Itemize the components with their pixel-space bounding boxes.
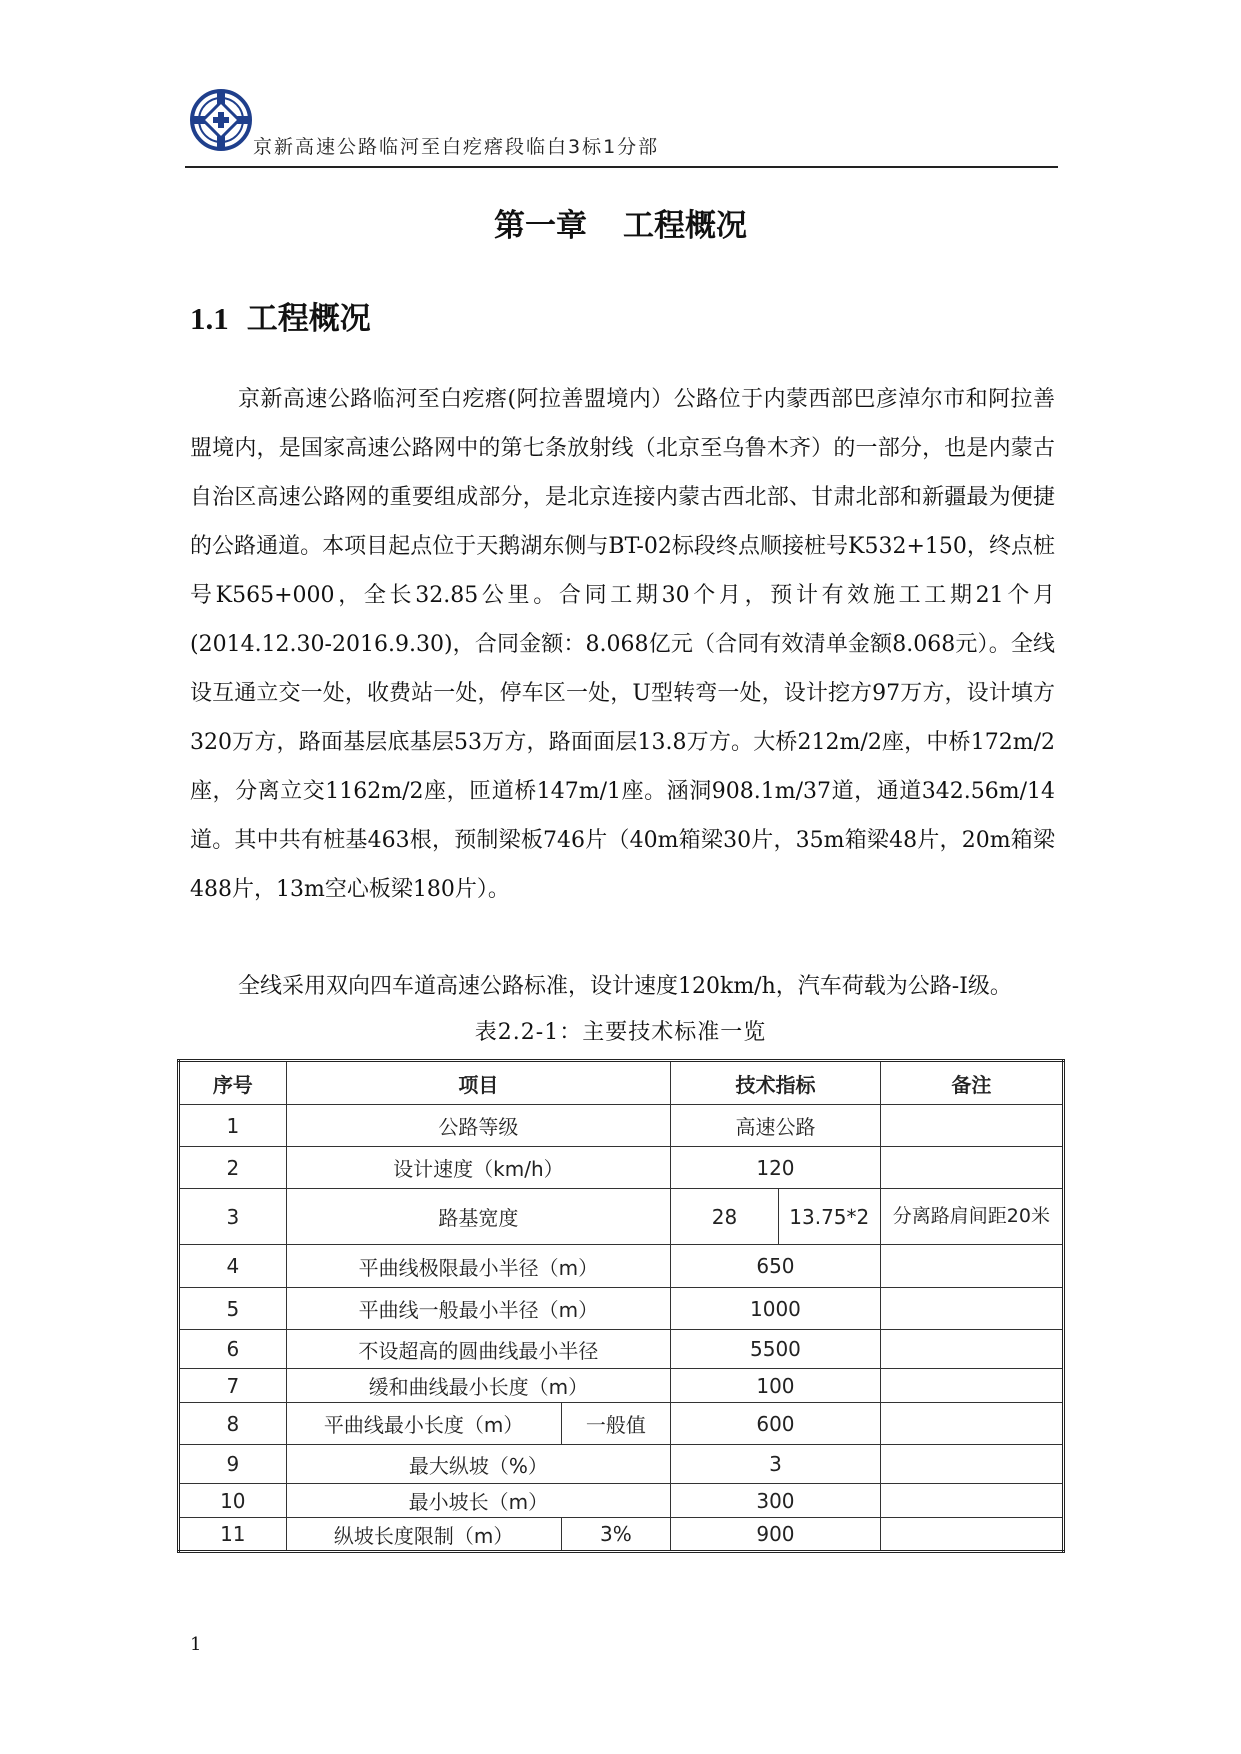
cell-note [880, 1369, 1063, 1403]
cell-value: 高速公路 [671, 1105, 881, 1147]
cell-value: 650 [671, 1245, 881, 1288]
section-number: 1.1 [190, 301, 229, 336]
cell-no: 9 [179, 1445, 287, 1484]
company-logo [189, 88, 253, 152]
cell-value: 300 [671, 1484, 881, 1518]
cell-value-b: 13.75*2 [778, 1189, 880, 1245]
table-header-row [179, 1061, 1064, 1105]
cell-sub: 3% [561, 1518, 671, 1552]
cell-item: 平曲线最小长度（m） [286, 1403, 561, 1445]
cell-item: 设计速度（km/h） [286, 1147, 671, 1189]
paragraph-project-overview: 京新高速公路临河至白疙瘩(阿拉善盟境内）公路位于内蒙西部巴彦淖尔市和阿拉善盟境内，是国家高速公路网中的第七条放射线（北京至乌鲁木齐）的一部分，也是内蒙古自治区高速公路网的重要组成部分，是北京连接内蒙古西北部、甘肃北部和新疆最为便捷的公路通道。本项目起点位于天鹅湖东侧与BT-02标段终点顺接桩号K532+150，终点桩号K565+000，全长32.85公里。合同工期30个月，预计有效施工工期21个月(2014.12.30-2016.9.30)，合同金额：8.068亿元（合同有效清单金额8.068元）。全线设互通立交一处，收费站一处，停车区一处，U型转弯一处，设计挖方97万方，设计填方320万方，路面基层底基层53万方，路面面层13.8万方。大桥212m/2座，中桥172m/2座，分离立交1162m/2座，匝道桥147m/1座。涵洞908.1m/37道，通道342.56m/14道。其中共有桩基463根，预制梁板746片（40m箱梁30片，35m箱梁48片，20m箱梁488片，13m空心板梁180片）。 [190, 387, 1055, 902]
header-item: 项目 [286, 1061, 671, 1105]
cell-no: 7 [179, 1369, 287, 1403]
section-title: 工程概况 [246, 301, 371, 337]
table-row [179, 1288, 1064, 1330]
cell-note [880, 1445, 1063, 1484]
chapter-heading [0, 200, 1241, 245]
cell-no: 3 [179, 1189, 287, 1245]
cell-note [880, 1518, 1063, 1552]
chapter-title: 工程概况 [623, 208, 747, 244]
cell-no: 2 [179, 1147, 287, 1189]
cell-value: 100 [671, 1369, 881, 1403]
technical-standards-table [177, 1059, 1065, 1553]
section-heading [190, 293, 371, 338]
cell-value: 900 [671, 1518, 881, 1552]
table-row [179, 1518, 1064, 1552]
cell-value: 5500 [671, 1330, 881, 1369]
cell-item: 纵坡长度限制（m） [286, 1518, 561, 1552]
cell-item: 最大纵坡（%） [286, 1445, 671, 1484]
table-row [179, 1245, 1064, 1288]
table-row [179, 1484, 1064, 1518]
cell-sub: 一般值 [561, 1403, 671, 1445]
table-row [179, 1369, 1064, 1403]
table-row [179, 1147, 1064, 1189]
cell-note [880, 1484, 1063, 1518]
table-row [179, 1189, 1064, 1245]
cell-no: 5 [179, 1288, 287, 1330]
cell-note: 分离路肩间距20米 [880, 1189, 1063, 1245]
cell-value: 120 [671, 1147, 881, 1189]
table-row [179, 1330, 1064, 1369]
cell-item: 缓和曲线最小长度（m） [286, 1369, 671, 1403]
header-note: 备注 [880, 1061, 1063, 1105]
page-number: 1 [190, 1634, 202, 1655]
cell-no: 11 [179, 1518, 287, 1552]
cell-item: 平曲线极限最小半径（m） [286, 1245, 671, 1288]
cell-item: 路基宽度 [286, 1189, 671, 1245]
cell-no: 10 [179, 1484, 287, 1518]
cell-value: 3 [671, 1445, 881, 1484]
table-caption: 表2.2-1：主要技术标准一览 [474, 1020, 767, 1045]
cell-no: 8 [179, 1403, 287, 1445]
cell-value: 600 [671, 1403, 881, 1445]
cell-no: 1 [179, 1105, 287, 1147]
cell-value: 1000 [671, 1288, 881, 1330]
chapter-number: 第一章 [494, 208, 587, 244]
cell-item: 不设超高的圆曲线最小半径 [286, 1330, 671, 1369]
table-row [179, 1403, 1064, 1445]
cell-item: 公路等级 [286, 1105, 671, 1147]
cell-item: 最小坡长（m） [286, 1484, 671, 1518]
cell-no: 6 [179, 1330, 287, 1369]
cell-item: 平曲线一般最小半径（m） [286, 1288, 671, 1330]
header-value: 技术指标 [671, 1061, 881, 1105]
cell-note [880, 1245, 1063, 1288]
cell-note [880, 1147, 1063, 1189]
header-no: 序号 [179, 1061, 287, 1105]
cell-note [880, 1330, 1063, 1369]
cell-value-a: 28 [671, 1189, 779, 1245]
cell-note [880, 1403, 1063, 1445]
cell-note [880, 1288, 1063, 1330]
table-row [179, 1445, 1064, 1484]
table-row [179, 1105, 1064, 1147]
paragraph-design-standard: 全线采用双向四车道高速公路标准，设计速度120km/h，汽车荷载为公路-I级。 [238, 974, 1012, 999]
cell-note [880, 1105, 1063, 1147]
page-header [185, 82, 1058, 168]
header-title: 京新高速公路临河至白疙瘩段临白3标1分部 [253, 136, 660, 158]
cell-no: 4 [179, 1245, 287, 1288]
